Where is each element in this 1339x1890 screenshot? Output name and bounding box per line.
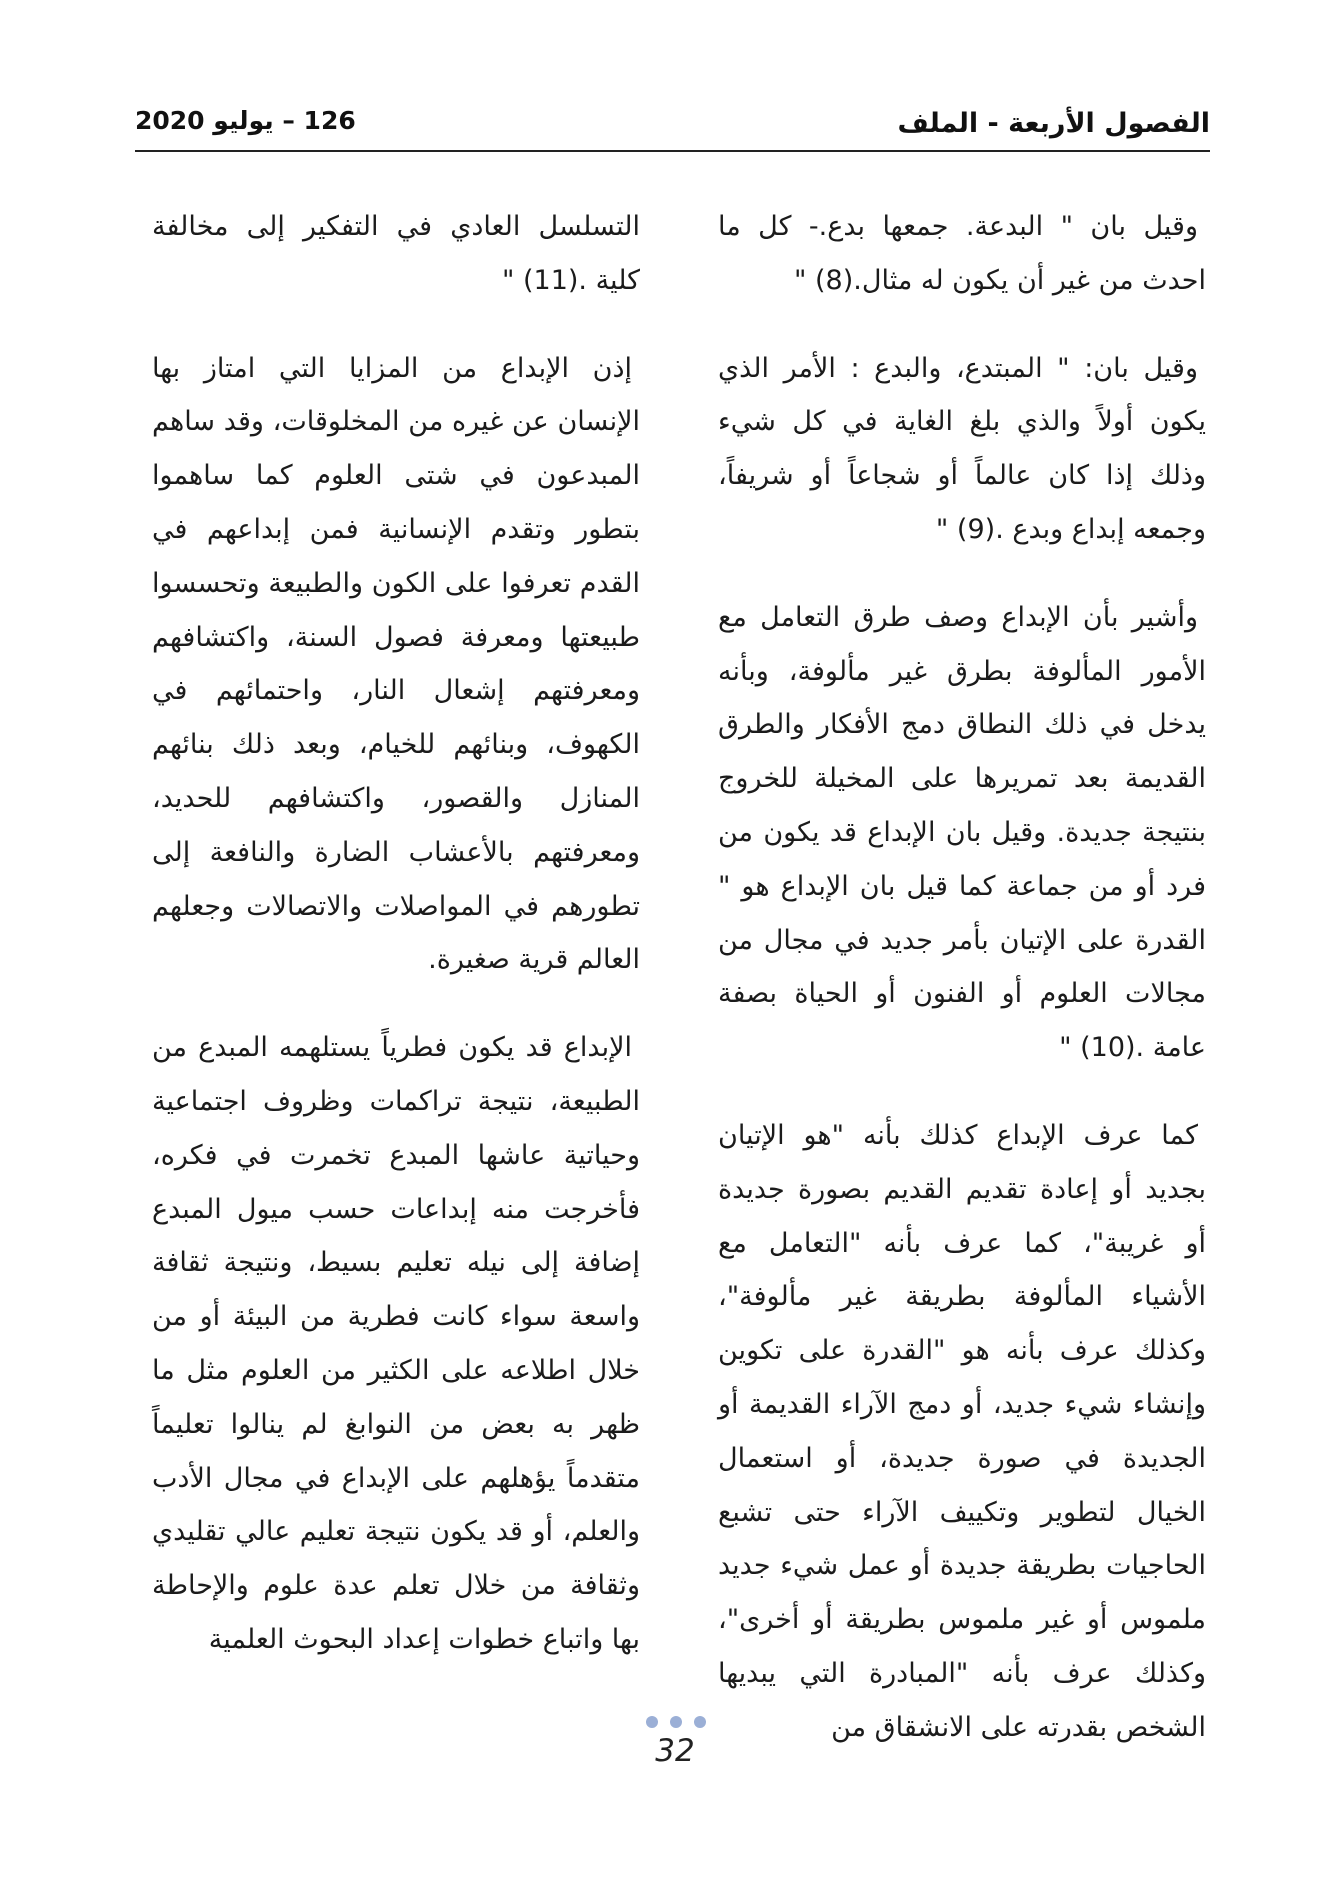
- paragraph: وأشير بأن الإبداع وصف طرق التعامل مع الأمور المألوفة بطرق غير مألوفة، وبأنه يدخل في ذلك النطاق دمج الأفكار والطرق القديمة بعد تمريرها على المخيلة للخروج بنتيجة جديدة. وقيل بان الإبداع قد يكون من فرد أو من جماعة كما قيل بان الإبداع هو " القدرة على الإتيان بأمر جديد في مجال من مجالات العلوم أو الفنون أو الحياة بصفة عامة .(10) ": [718, 601, 1206, 1064]
- ornament-dot: [694, 1716, 706, 1728]
- paragraph: كما عرف الإبداع كذلك بأنه "هو الإتيان بجديد أو إعادة تقديم القديم بصورة جديدة أو غريبة"، كما عرف بأنه "التعامل مع الأشياء المألوفة بطريقة غير مألوفة"، وكذلك عرف بأنه هو "القدرة على تكوين وإنشاء شيء جديد، أو دمج الآراء القديمة أو الجديدة في صورة جديدة، أو استعمال الخيال لتطوير وتكييف الآراء حتى تشبع الحاجيات بطريقة جديدة أو عمل شيء جديد ملموس أو غير ملموس بطريقة أو أخرى"، وكذلك عرف بأنه "المبادرة التي يبديها الشخص بقدرته على الانشقاق من: [718, 1119, 1206, 1743]
- paragraph: وقيل بان " البدعة. جمعها بدع.- كل ما احدث من غير أن يكون له مثال.(8) ": [718, 211, 1206, 296]
- right-column: [718, 200, 1206, 1789]
- ornament-dot: [646, 1716, 658, 1728]
- page-number: 32: [655, 1733, 695, 1769]
- paragraph: التسلسل العادي في التفكير إلى مخالفة كلية .(11) ": [152, 211, 640, 296]
- footer-ornament: [646, 1716, 706, 1730]
- journal-section-title: الفصول الأربعة - الملف: [897, 108, 1210, 139]
- paragraph: وقيل بان: " المبتدع، والبدع : الأمر الذي يكون أولاً والذي بلغ الغاية في كل شيء وذلك إذا كان عالماً أو شجاعاً أو شريفاً، وجمعه إبداع وبدع .(9) ": [718, 352, 1206, 545]
- paragraph: الإبداع قد يكون فطرياً يستلهمه المبدع من الطبيعة، نتيجة تراكمات وظروف اجتماعية وحياتية عاشها المبدع تخمرت في فكره، فأخرجت منه إبداعات حسب ميول المبدع إضافة إلى نيله تعليم بسيط، ونتيجة ثقافة واسعة سواء كانت فطرية من البيئة أو من خلال اطلاعه على الكثير من العلوم مثل ما ظهر به بعض من النوابغ لم ينالوا تعليماً متقدماً يؤهلهم على الإبداع في مجال الأدب والعلم، أو قد يكون نتيجة تعليم عالي تقليدي وثقافة من خلال تعلم عدة علوم والإحاطة بها واتباع خطوات إعداد البحوث العلمية: [152, 1032, 640, 1655]
- issue-date: 126 – يوليو 2020: [135, 106, 356, 135]
- paragraph: إذن الإبداع من المزايا التي امتاز بها الإنسان عن غيره من المخلوقات، وقد ساهم المبدعون في شتى العلوم كما ساهموا بتطور وتقدم الإنسانية فمن إبداعهم في القدم تعرفوا على الكون والطبيعة وتحسسوا طبيعتها ومعرفة فصول السنة، واكتشافهم ومعرفتهم إشعال النار، واحتمائهم في الكهوف، وبنائهم للخيام، وبعد ذلك بنائهم المنازل والقصور، واكتشافهم للحديد، ومعرفتهم بالأعشاب الضارة والنافعة إلى تطورهم في المواصلات والاتصالات وجعلهم العالم قرية صغيرة.: [152, 352, 640, 976]
- header-divider: [135, 150, 1210, 152]
- ornament-dot: [670, 1716, 682, 1728]
- left-column: [152, 200, 640, 1701]
